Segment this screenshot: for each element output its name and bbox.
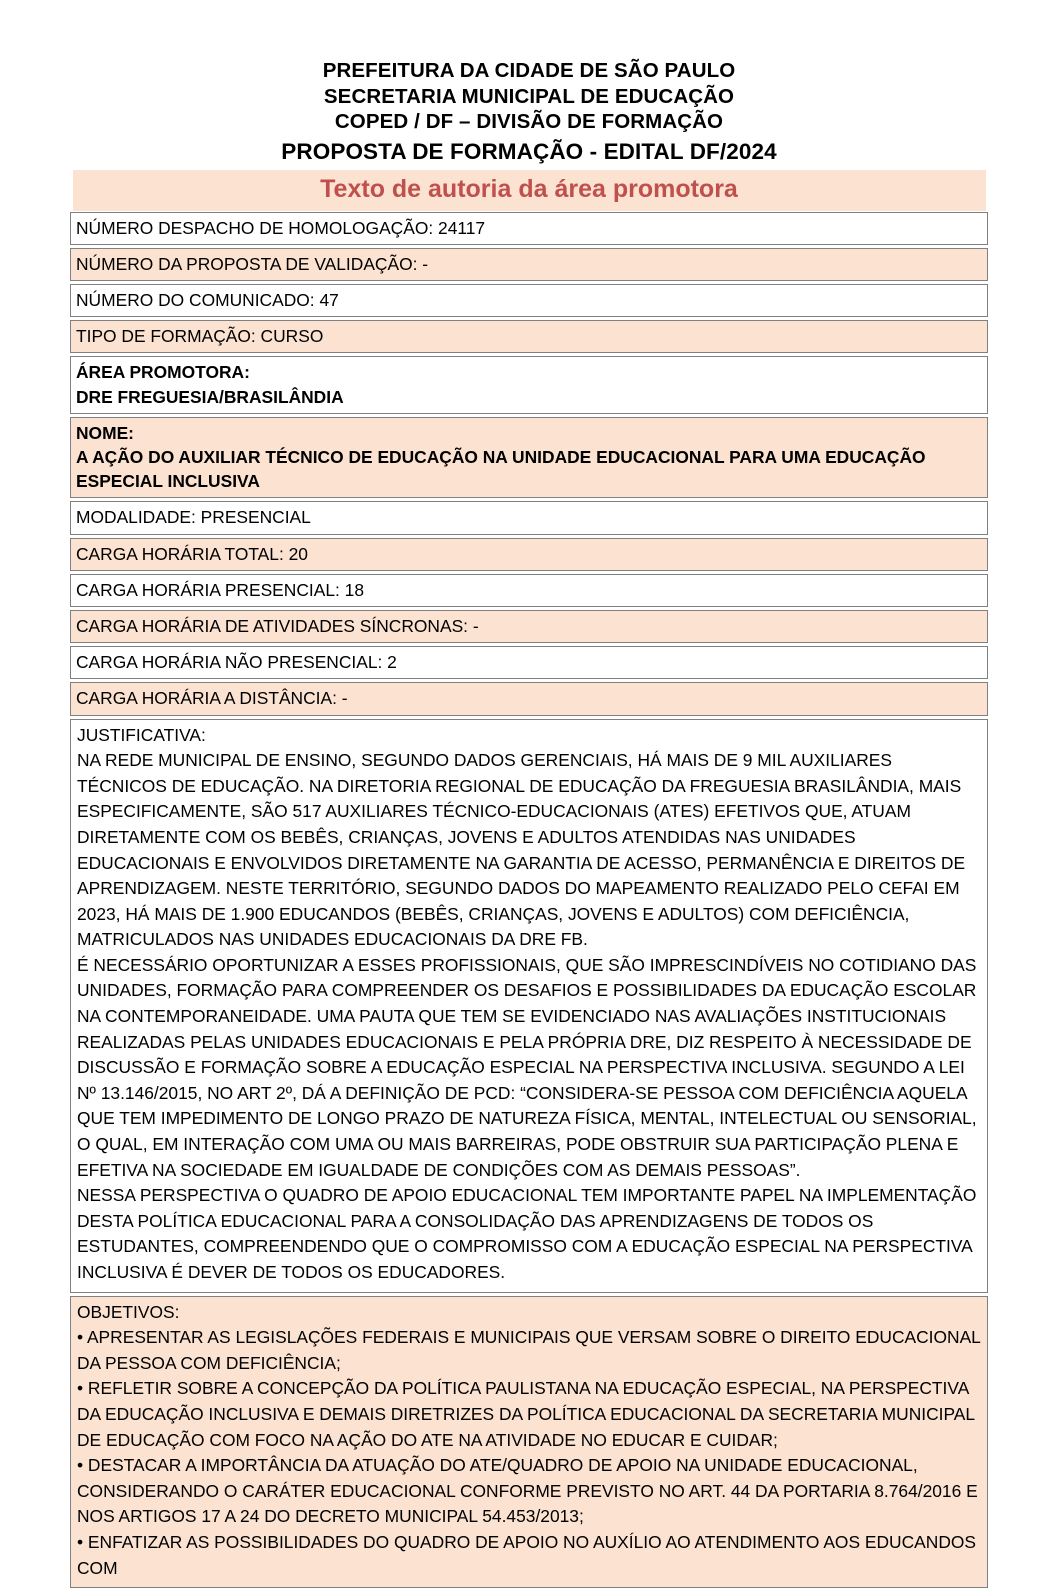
row-objetivos	[70, 1296, 988, 1588]
justificativa-paragraph: É NECESSÁRIO OPORTUNIZAR A ESSES PROFISSIONAIS, QUE SÃO IMPRESCINDÍVEIS NO COTIDIANO DAS UNIDADES, FORMAÇÃO PARA COMPREENDER OS DESAFIOS E POSSIBILIDADES DA EDUCAÇÃO ESCOLAR NA CONTEMPORANEIDADE. UMA PAUTA QUE TEM SE EVIDENCIADO NAS AVALIAÇÕES INSTITUCIONAIS REALIZADAS PELAS UNIDADES EDUCACIONAIS E PELA PRÓPRIA DRE, DIZ RESPEITO À NECESSIDADE DE DISCUSSÃO E FORMAÇÃO SOBRE A EDUCAÇÃO ESPECIAL NA PERSPECTIVA INCLUSIVA. SEGUNDO A LEI Nº 13.146/2015, NO ART 2º, DÁ A DEFINIÇÃO DE PCD: “CONSIDERA-SE PESSOA COM DEFICIÊNCIA AQUELA QUE TEM IMPEDIMENTO DE LONGO PRAZO DE NATUREZA FÍSICA, MENTAL, INTELECTUAL OU SENSORIAL, O QUAL, EM INTERAÇÃO COM UMA OU MAIS BARREIRAS, PODE OBSTRUIR SUA PARTICIPAÇÃO PLENA E EFETIVA NA SOCIEDADE EM IGUALDADE DE CONDIÇÕES COM AS DEMAIS PESSOAS”.	[77, 953, 982, 1183]
row-justificativa	[70, 719, 988, 1293]
justificativa-paragraph: NESSA PERSPECTIVA O QUADRO DE APOIO EDUCACIONAL TEM IMPORTANTE PAPEL NA IMPLEMENTAÇÃO DESTA POLÍTICA EDUCACIONAL PARA A CONSOLIDAÇÃO DAS APRENDIZAGENS DE TODOS OS ESTUDANTES, COMPREENDENDO QUE O COMPROMISSO COM A EDUCAÇÃO ESPECIAL NA PERSPECTIVA INCLUSIVA É DEVER DE TODOS OS EDUCADORES.	[77, 1183, 982, 1285]
area-promotora-label: ÁREA PROMOTORA:	[76, 360, 982, 384]
carga-sincronas-text: CARGA HORÁRIA DE ATIVIDADES SÍNCRONAS: -	[76, 614, 982, 638]
row-carga-total	[70, 538, 988, 571]
header-line-coped: COPED / DF – DIVISÃO DE FORMAÇÃO	[0, 109, 1058, 135]
row-tipo-formacao	[70, 320, 988, 353]
objetivos-item: • APRESENTAR AS LEGISLAÇÕES FEDERAIS E MUNICIPAIS QUE VERSAM SOBRE O DIREITO EDUCACIONAL DA PESSOA COM DEFICIÊNCIA;	[77, 1325, 982, 1376]
numero-comunicado-text: NÚMERO DO COMUNICADO: 47	[76, 288, 982, 312]
row-area-promotora	[70, 356, 988, 413]
carga-nao-presencial-text: CARGA HORÁRIA NÃO PRESENCIAL: 2	[76, 650, 982, 674]
document-header	[0, 0, 1058, 167]
fields-table	[70, 211, 988, 1588]
objetivos-item: • REFLETIR SOBRE A CONCEPÇÃO DA POLÍTICA PAULISTANA NA EDUCAÇÃO ESPECIAL, NA PERSPECTIVA DA EDUCAÇÃO INCLUSIVA E DEMAIS DIRETRIZES DA POLÍTICA EDUCACIONAL DA SECRETARIA MUNICIPAL DE EDUCAÇÃO COM FOCO NA AÇÃO DO ATE NA ATIVIDADE NO EDUCAR E CUIDAR;	[77, 1376, 982, 1453]
row-carga-nao-presencial	[70, 646, 988, 679]
header-line-prefeitura: PREFEITURA DA CIDADE DE SÃO PAULO	[0, 58, 1058, 84]
modalidade-text: MODALIDADE: PRESENCIAL	[76, 505, 982, 529]
banner-texto-autoria	[73, 170, 986, 211]
banner-title: Texto de autoria da área promotora	[73, 174, 986, 204]
row-carga-distancia	[70, 682, 988, 715]
nome-label: NOME:	[76, 421, 982, 445]
row-carga-presencial	[70, 574, 988, 607]
objetivos-label: OBJETIVOS:	[77, 1300, 982, 1326]
header-line-secretaria: SECRETARIA MUNICIPAL DE EDUCAÇÃO	[0, 84, 1058, 110]
tipo-formacao-text: TIPO DE FORMAÇÃO: CURSO	[76, 324, 982, 348]
nome-value: A AÇÃO DO AUXILIAR TÉCNICO DE EDUCAÇÃO NA UNIDADE EDUCACIONAL PARA UMA EDUCAÇÃO ESPECIAL INCLUSIVA	[76, 445, 982, 493]
row-modalidade	[70, 501, 988, 534]
row-carga-sincronas	[70, 610, 988, 643]
justificativa-label: JUSTIFICATIVA:	[77, 723, 982, 749]
objetivos-item: • DESTACAR A IMPORTÂNCIA DA ATUAÇÃO DO ATE/QUADRO DE APOIO NA UNIDADE EDUCACIONAL, CONSIDERANDO O CARÁTER EDUCACIONAL CONFORME PREVISTO NO ART. 44 DA PORTARIA 8.764/2016 E NOS ARTIGOS 17 A 24 DO DECRETO MUNICIPAL 54.453/2013;	[77, 1453, 982, 1530]
row-nome	[70, 417, 988, 499]
numero-despacho-text: NÚMERO DESPACHO DE HOMOLOGAÇÃO: 24117	[76, 216, 982, 240]
carga-distancia-text: CARGA HORÁRIA A DISTÂNCIA: -	[76, 686, 982, 710]
carga-total-text: CARGA HORÁRIA TOTAL: 20	[76, 542, 982, 566]
carga-presencial-text: CARGA HORÁRIA PRESENCIAL: 18	[76, 578, 982, 602]
header-line-proposta: PROPOSTA DE FORMAÇÃO - EDITAL DF/2024	[0, 135, 1058, 167]
row-numero-proposta	[70, 248, 988, 281]
justificativa-paragraph: NA REDE MUNICIPAL DE ENSINO, SEGUNDO DADOS GERENCIAIS, HÁ MAIS DE 9 MIL AUXILIARES TÉCNICOS DE EDUCAÇÃO. NA DIRETORIA REGIONAL DE EDUCAÇÃO DA FREGUESIA BRASILÂNDIA, MAIS ESPECIFICAMENTE, SÃO 517 AUXILIARES TÉCNICO-EDUCACIONAIS (ATES) EFETIVOS QUE, ATUAM DIRETAMENTE COM OS BEBÊS, CRIANÇAS, JOVENS E ADULTOS ATENDIDAS NAS UNIDADES EDUCACIONAIS E ENVOLVIDOS DIRETAMENTE NA GARANTIA DE ACESSO, PERMANÊNCIA E DIREITOS DE APRENDIZAGEM. NESTE TERRITÓRIO, SEGUNDO DADOS DO MAPEAMENTO REALIZADO PELO CEFAI EM 2023, HÁ MAIS DE 1.900 EDUCANDOS (BEBÊS, CRIANÇAS, JOVENS E ADULTOS) COM DEFICIÊNCIA, MATRICULADOS NAS UNIDADES EDUCACIONAIS DA DRE FB.	[77, 748, 982, 953]
area-promotora-value: DRE FREGUESIA/BRASILÂNDIA	[76, 385, 982, 409]
numero-proposta-text: NÚMERO DA PROPOSTA DE VALIDAÇÃO: -	[76, 252, 982, 276]
row-numero-despacho	[70, 212, 988, 245]
objetivos-item: • ENFATIZAR AS POSSIBILIDADES DO QUADRO DE APOIO NO AUXÍLIO AO ATENDIMENTO AOS EDUCANDOS COM	[77, 1530, 982, 1581]
row-numero-comunicado	[70, 284, 988, 317]
